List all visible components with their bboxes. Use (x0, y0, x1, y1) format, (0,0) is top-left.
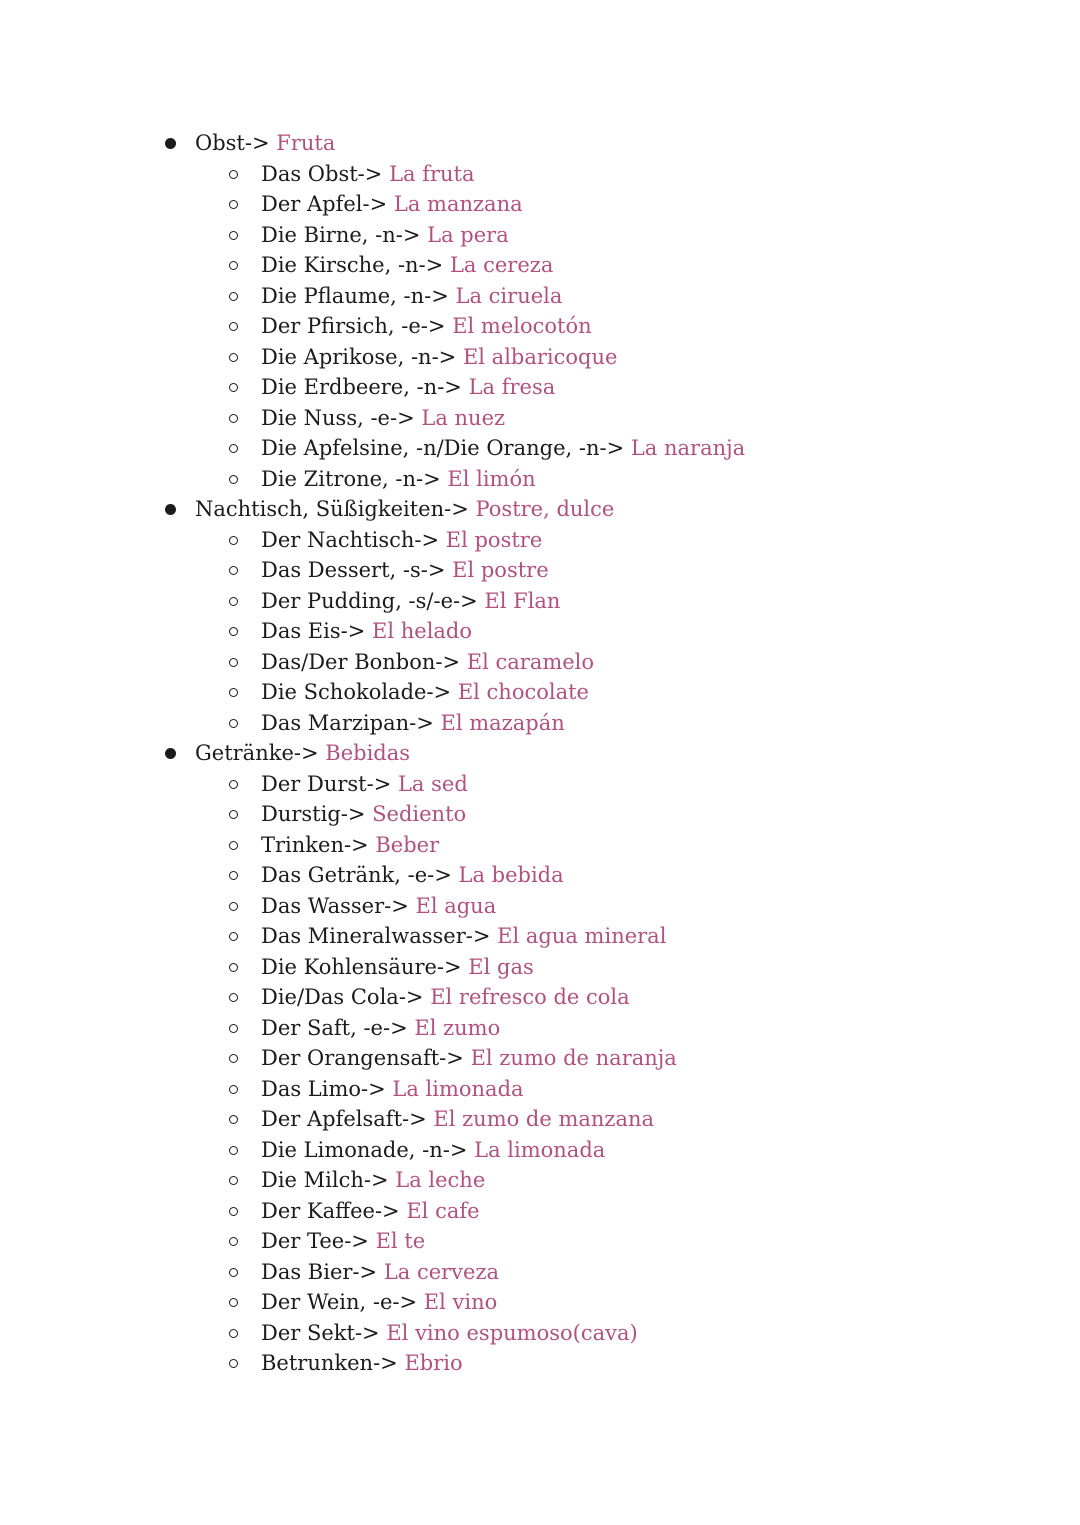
list-item (0, 860, 1080, 891)
list-item (0, 281, 1080, 312)
list-item (0, 1013, 1080, 1044)
hollow-circle-bullet-icon (229, 1024, 238, 1033)
list-item (0, 1196, 1080, 1227)
hollow-circle-bullet-icon (229, 444, 238, 453)
section-heading-nachtisch (0, 494, 1080, 525)
hollow-circle-bullet-icon (229, 1146, 238, 1155)
list-item (0, 586, 1080, 617)
hollow-circle-bullet-icon (229, 963, 238, 972)
spanish-translation: El mazapán (440, 710, 565, 735)
list-item (0, 1257, 1080, 1288)
section-heading-getraenke (0, 738, 1080, 769)
spanish-translation: La ciruela (455, 283, 563, 308)
hollow-circle-bullet-icon (229, 1207, 238, 1216)
hollow-circle-bullet-icon (229, 688, 238, 697)
german-term: Das Dessert, -s-> (261, 558, 446, 582)
german-term: Die Kohlensäure-> (261, 954, 462, 979)
german-term: Der Sekt-> (261, 1320, 380, 1345)
list-item (0, 525, 1080, 556)
german-term: Das Obst-> (261, 161, 383, 186)
german-term: Das Eis-> (261, 619, 366, 643)
list-item (0, 799, 1080, 830)
german-term: Die Apfelsine, -n/Die Orange, -n-> (261, 436, 625, 460)
hollow-circle-bullet-icon (229, 231, 238, 240)
spanish-translation: La limonada (474, 1137, 606, 1162)
list-item (0, 433, 1080, 464)
list-item (0, 311, 1080, 342)
hollow-circle-bullet-icon (229, 1054, 238, 1063)
hollow-circle-bullet-icon (229, 200, 238, 209)
german-term: Der Apfel-> (261, 192, 388, 216)
german-term: Die Aprikose, -n-> (261, 344, 457, 369)
german-term: Der Nachtisch-> (261, 527, 440, 552)
spanish-translation: El limón (447, 466, 536, 491)
list-item (0, 952, 1080, 983)
hollow-circle-bullet-icon (229, 414, 238, 423)
spanish-translation: Fruta (276, 131, 336, 155)
german-term: Das/Der Bonbon-> (261, 649, 461, 674)
list-item (0, 1287, 1080, 1318)
spanish-translation: La pera (427, 222, 509, 247)
spanish-translation: La cerveza (383, 1259, 500, 1284)
spanish-translation: El gas (468, 954, 534, 979)
german-term: Die Schokolade-> (261, 680, 452, 704)
list-item (0, 342, 1080, 373)
spanish-translation: La bebida (458, 863, 564, 887)
hollow-circle-bullet-icon (229, 536, 238, 545)
german-term: Das Limo-> (261, 1076, 386, 1101)
list-item (0, 921, 1080, 952)
hollow-circle-bullet-icon (229, 1298, 238, 1307)
german-term: Die Milch-> (261, 1168, 389, 1192)
list-item (0, 220, 1080, 251)
german-term: Der Orangensaft-> (261, 1046, 464, 1070)
german-term: Betrunken-> (261, 1351, 398, 1375)
list-item (0, 1135, 1080, 1166)
list-item (0, 647, 1080, 678)
spanish-translation: El albaricoque (462, 344, 618, 369)
spanish-translation: Ebrio (404, 1351, 463, 1375)
german-term: Das Bier-> (261, 1259, 378, 1284)
hollow-circle-bullet-icon (229, 810, 238, 819)
spanish-translation: El postre (452, 558, 549, 582)
german-term: Die/Das Cola-> (261, 985, 424, 1009)
german-term: Die Nuss, -e-> (261, 405, 415, 430)
spanish-translation: El vino espumoso(cava) (386, 1320, 638, 1345)
list-item (0, 372, 1080, 403)
german-term: Der Wein, -e-> (261, 1290, 418, 1314)
list-item (0, 250, 1080, 281)
german-term: Die Birne, -n-> (261, 222, 421, 247)
spanish-translation: El Flan (484, 588, 561, 613)
spanish-translation: El te (375, 1229, 426, 1253)
german-term: Der Tee-> (261, 1229, 369, 1253)
spanish-translation: La naranja (630, 436, 746, 460)
hollow-circle-bullet-icon (229, 1115, 238, 1124)
german-term: Die Kirsche, -n-> (261, 253, 444, 277)
hollow-circle-bullet-icon (229, 1359, 238, 1368)
spanish-translation: El zumo (414, 1015, 501, 1040)
hollow-circle-bullet-icon (229, 1237, 238, 1246)
hollow-circle-bullet-icon (229, 658, 238, 667)
german-term: Durstig-> (261, 802, 366, 826)
german-term: Getränke-> (195, 741, 319, 765)
list-item (0, 830, 1080, 861)
hollow-circle-bullet-icon (229, 1329, 238, 1338)
hollow-circle-bullet-icon (229, 841, 238, 850)
list-item (0, 616, 1080, 647)
spanish-translation: El chocolate (457, 680, 589, 704)
list-item (0, 464, 1080, 495)
spanish-translation: La nuez (421, 405, 506, 430)
german-term: Der Kaffee-> (261, 1198, 400, 1223)
spanish-translation: El melocotón (452, 314, 592, 338)
hollow-circle-bullet-icon (229, 597, 238, 606)
hollow-circle-bullet-icon (229, 261, 238, 270)
spanish-translation: La manzana (393, 192, 523, 216)
hollow-circle-bullet-icon (229, 902, 238, 911)
german-term: Nachtisch, Süßigkeiten-> (195, 497, 469, 521)
spanish-translation: El helado (372, 619, 473, 643)
german-term: Das Wasser-> (261, 893, 409, 918)
german-term: Die Limonade, -n-> (261, 1137, 468, 1162)
german-term: Die Zitrone, -n-> (261, 466, 441, 491)
german-term: Das Mineralwasser-> (261, 924, 491, 948)
section-heading-obst (0, 128, 1080, 159)
spanish-translation: El caramelo (466, 649, 595, 674)
list-item (0, 982, 1080, 1013)
list-item (0, 1318, 1080, 1349)
spanish-translation: La fresa (468, 375, 556, 399)
spanish-translation: La fruta (389, 161, 475, 186)
spanish-translation: La leche (395, 1168, 486, 1192)
german-term: Trinken-> (261, 832, 369, 857)
german-term: Der Apfelsaft-> (261, 1107, 427, 1131)
german-term: Das Marzipan-> (261, 710, 434, 735)
spanish-translation: La limonada (392, 1076, 524, 1101)
hollow-circle-bullet-icon (229, 1176, 238, 1185)
hollow-circle-bullet-icon (229, 627, 238, 636)
hollow-circle-bullet-icon (229, 871, 238, 880)
vocabulary-list (0, 128, 1080, 1379)
spanish-translation: El vino (423, 1290, 498, 1314)
spanish-translation: Postre, dulce (475, 497, 615, 521)
list-item (0, 1165, 1080, 1196)
spanish-translation: El zumo de manzana (433, 1107, 655, 1131)
hollow-circle-bullet-icon (229, 292, 238, 301)
hollow-circle-bullet-icon (229, 1268, 238, 1277)
spanish-translation: La cereza (449, 253, 554, 277)
list-item (0, 708, 1080, 739)
list-item (0, 1226, 1080, 1257)
hollow-circle-bullet-icon (229, 475, 238, 484)
spanish-translation: Bebidas (325, 741, 411, 765)
filled-circle-bullet-icon (165, 504, 176, 515)
spanish-translation: El cafe (406, 1198, 480, 1223)
spanish-translation: Beber (375, 832, 440, 857)
spanish-translation: Sediento (372, 802, 467, 826)
german-term: Der Durst-> (261, 771, 392, 796)
german-term: Die Erdbeere, -n-> (261, 375, 462, 399)
spanish-translation: El agua (415, 893, 497, 918)
hollow-circle-bullet-icon (229, 719, 238, 728)
german-term: Die Pflaume, -n-> (261, 283, 449, 308)
hollow-circle-bullet-icon (229, 322, 238, 331)
hollow-circle-bullet-icon (229, 932, 238, 941)
spanish-translation: El zumo de naranja (470, 1046, 677, 1070)
list-item (0, 677, 1080, 708)
list-item (0, 1348, 1080, 1379)
german-term: Obst-> (195, 131, 270, 155)
hollow-circle-bullet-icon (229, 383, 238, 392)
list-item (0, 1074, 1080, 1105)
filled-circle-bullet-icon (165, 138, 176, 149)
hollow-circle-bullet-icon (229, 566, 238, 575)
german-term: Der Pudding, -s/-e-> (261, 588, 478, 613)
german-term: Das Getränk, -e-> (261, 863, 452, 887)
hollow-circle-bullet-icon (229, 993, 238, 1002)
list-item (0, 1104, 1080, 1135)
list-item (0, 403, 1080, 434)
list-item (0, 769, 1080, 800)
list-item (0, 555, 1080, 586)
spanish-translation: La sed (397, 771, 468, 796)
list-item (0, 891, 1080, 922)
list-item (0, 189, 1080, 220)
spanish-translation: El agua mineral (497, 924, 667, 948)
hollow-circle-bullet-icon (229, 1085, 238, 1094)
spanish-translation: El refresco de cola (430, 985, 630, 1009)
hollow-circle-bullet-icon (229, 353, 238, 362)
list-item (0, 159, 1080, 190)
german-term: Der Pfirsich, -e-> (261, 314, 446, 338)
spanish-translation: El postre (445, 527, 543, 552)
german-term: Der Saft, -e-> (261, 1015, 408, 1040)
filled-circle-bullet-icon (165, 748, 176, 759)
hollow-circle-bullet-icon (229, 170, 238, 179)
list-item (0, 1043, 1080, 1074)
hollow-circle-bullet-icon (229, 780, 238, 789)
